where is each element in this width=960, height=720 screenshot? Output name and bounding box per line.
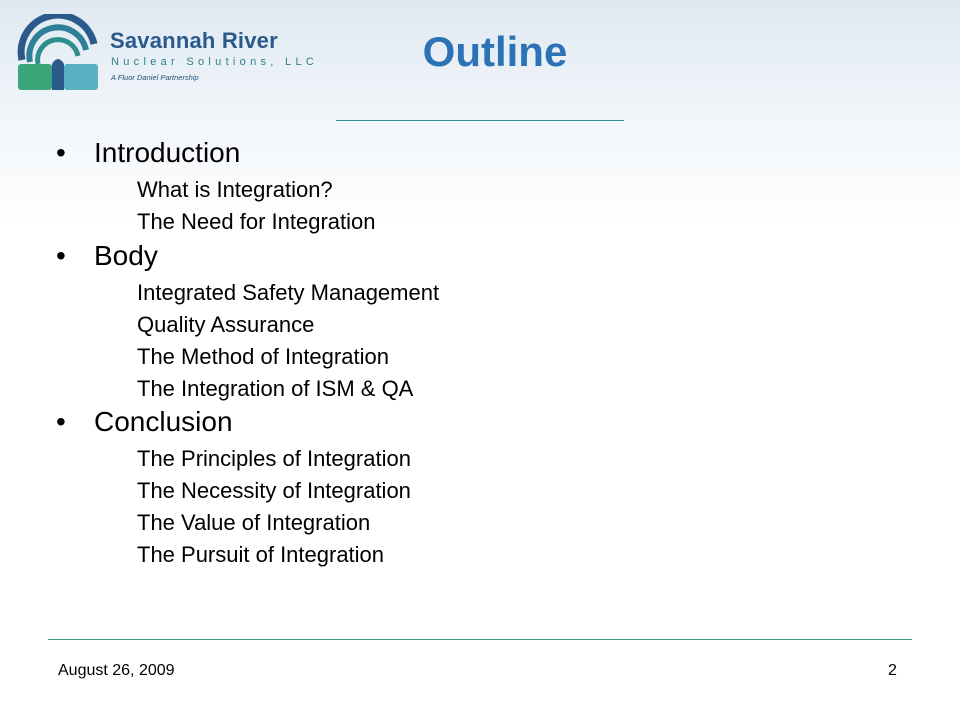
bullet-icon: • [56,137,66,168]
section-introduction [56,137,240,169]
outline-subitem: The Need for Integration [137,209,376,234]
footer-divider [48,639,912,640]
section-body [56,240,158,272]
outline-subitem: Integrated Safety Management [137,280,440,305]
section-label: Body [94,240,158,271]
page-number: 2 [888,662,897,679]
logo-tagline: A Fluor Daniel Partnership [111,73,199,82]
outline-subitem: The Pursuit of Integration [137,542,385,567]
footer-date: August 26, 2009 [58,662,175,679]
outline-subitem: Quality Assurance [137,312,315,337]
outline-subitem: The Necessity of Integration [137,478,411,503]
section-label: Conclusion [94,406,233,437]
bullet-icon: • [56,406,66,437]
outline-subitem: The Value of Integration [137,510,371,535]
section-label: Introduction [94,137,241,168]
outline-subitem: The Method of Integration [137,344,389,369]
outline-subitem: What is Integration? [137,177,333,202]
bullet-icon: • [56,240,66,271]
outline-subitem: The Principles of Integration [137,446,411,471]
outline-subitem: The Integration of ISM & QA [137,376,414,401]
logo-name: Savannah River [110,28,278,53]
title-divider [336,120,624,121]
section-conclusion [56,406,233,438]
logo-subtitle: Nuclear Solutions, LLC [111,56,319,68]
slide-title: Outline [422,28,568,75]
